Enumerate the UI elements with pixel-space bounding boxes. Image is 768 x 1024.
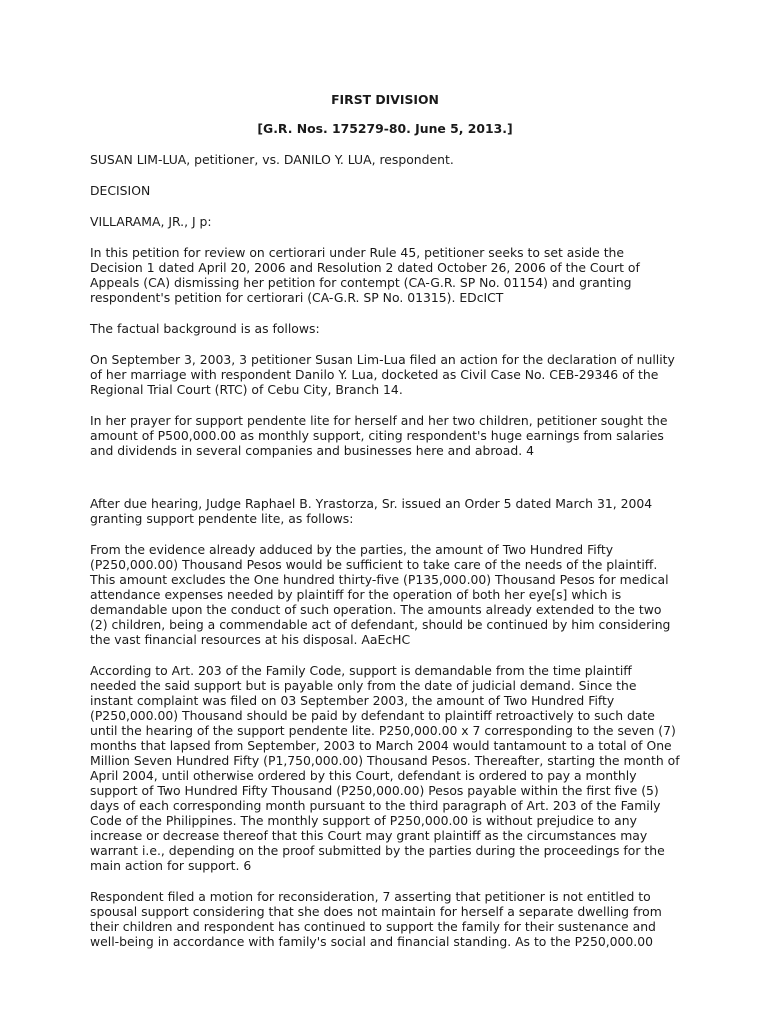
decision-label: DECISION — [90, 183, 151, 198]
body-paragraph: In her prayer for support pendente lite for herself and her two children, petitioner sought the amount of P500,000.00 as monthly support, citing respondent's huge earnings from salaries and dividends in several companies and businesses here and abroad. 4 — [90, 413, 668, 458]
body-paragraph: Respondent filed a motion for reconsideration, 7 asserting that petitioner is not entitled to spousal support considering that she does not maintain for herself a separate dwelling from their children and respondent has continued to support the family for their sustenance and well-being in accordance with family's social and financial standing. As to the P250,000.00 — [90, 889, 662, 949]
quoted-order-paragraph: According to Art. 203 of the Family Code, support is demandable from the time plaintiff needed the said support but is payable only from the date of judicial demand. Since the instant complaint was filed on 03 September 2003, the amount of Two Hundred Fifty (P250,000.00) Thousand should be paid by defendant to plaintiff retroactively to such date until the hearing of the support pendente lite. P250,000.00 x 7 corresponding to the seven (7) months that lapsed from September, 2003 to March 2004 would tantamount to a total of One Million Seven Hundred Fifty (P1,750,000.00) Thousand Pesos. Thereafter, starting the month of April 2004, until otherwise ordered by this Court, defendant is ordered to pay a monthly support of Two Hundred Fifty Thousand (P250,000.00) Pesos payable within the first five (5) days of each corresponding month pursuant to the third paragraph of Art. 203 of the Family Code of the Philippines. The monthly support of P250,000.00 is without prejudice to any increase or decrease thereof that this Court may grant plaintiff as the circumstances may warrant i.e., depending on the proof submitted by the parties during the proceedings for the main action for support. 6 — [90, 663, 680, 873]
body-paragraph: On September 3, 2003, 3 petitioner Susan Lim-Lua filed an action for the declaration of nullity of her marriage with respondent Danilo Y. Lua, docketed as Civil Case No. CEB-29346 of the Regional Trial Court (RTC) of Cebu City, Branch 14. — [90, 352, 675, 397]
case-number-heading: [G.R. Nos. 175279-80. June 5, 2013.] — [257, 121, 513, 136]
quoted-order-paragraph: From the evidence already adduced by the parties, the amount of Two Hundred Fifty (P250,000.00) Thousand Pesos would be sufficient to take care of the needs of the plaintiff. This amount excludes the One hundred thirty-five (P135,000.00) Thousand Pesos for medical attendance expenses needed by plaintiff for the operation of both her eye[s] which is demandable upon the conduct of such operation. The amounts already extended to the two (2) children, being a commendable act of defendant, should be continued by him considering the vast financial resources at his disposal. AaEcHC — [90, 542, 671, 647]
body-paragraph: The factual background is as follows: — [90, 321, 320, 336]
parties-line: SUSAN LIM-LUA, petitioner, vs. DANILO Y. LUA, respondent. — [90, 152, 454, 167]
ponente-line: VILLARAMA, JR., J p: — [90, 214, 212, 229]
body-paragraph: After due hearing, Judge Raphael B. Yrastorza, Sr. issued an Order 5 dated March 31, 2004 granting support pendente lite, as follows: — [90, 496, 653, 526]
document-page — [90, 92, 680, 965]
body-paragraph: In this petition for review on certiorari under Rule 45, petitioner seeks to set aside the Decision 1 dated April 20, 2006 and Resolution 2 dated October 26, 2006 of the Court of Appeals (CA) dismissing her petition for contempt (CA-G.R. SP No. 01154) and granting respondent's petition for certiorari (CA-G.R. SP No. 01315). EDcICT — [90, 245, 640, 305]
division-heading: FIRST DIVISION — [331, 92, 439, 107]
